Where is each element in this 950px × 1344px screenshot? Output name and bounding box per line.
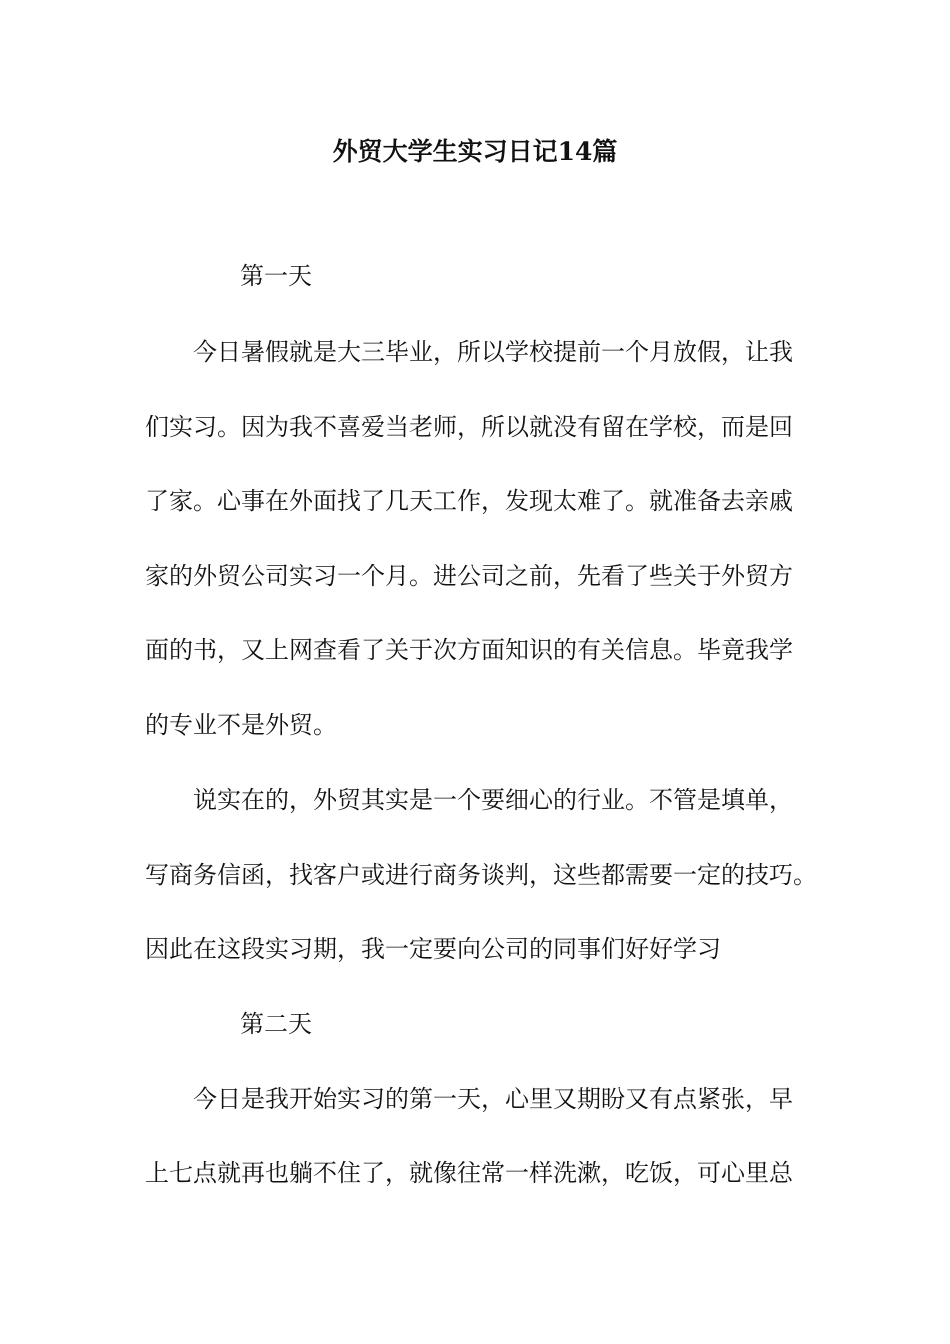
paragraph-line: 说实在的，外贸其实是一个要细心的行业。不管是填单，: [193, 786, 793, 814]
paragraph-line: 家的外贸公司实习一个月。进公司之前，先看了些关于外贸方: [145, 562, 793, 590]
paragraph-line: 因此在这段实习期，我一定要向公司的同事们好好学习: [145, 935, 721, 963]
paragraph-line: 了家。心事在外面找了几天工作，发现太难了。就准备去亲戚: [145, 487, 793, 515]
day-heading: 第二天: [240, 1010, 312, 1038]
paragraph-line: 写商务信函，找客户或进行商务谈判，这些都需要一定的技巧。: [145, 861, 817, 889]
paragraph-line: 今日暑假就是大三毕业，所以学校提前一个月放假，让我: [193, 338, 793, 366]
day-heading: 第一天: [240, 262, 312, 290]
paragraph-line: 面的书，又上网查看了关于次方面知识的有关信息。毕竟我学: [145, 636, 793, 664]
paragraph-line: 今日是我开始实习的第一天，心里又期盼又有点紧张，早: [193, 1085, 793, 1113]
paragraph-line: 上七点就再也躺不住了，就像往常一样洗漱，吃饭，可心里总: [145, 1159, 793, 1187]
document-title: 外贸大学生实习日记14篇: [332, 137, 618, 166]
paragraph-line: 们实习。因为我不喜爱当老师，所以就没有留在学校，而是回: [145, 413, 793, 441]
paragraph-line: 的专业不是外贸。: [145, 711, 337, 739]
